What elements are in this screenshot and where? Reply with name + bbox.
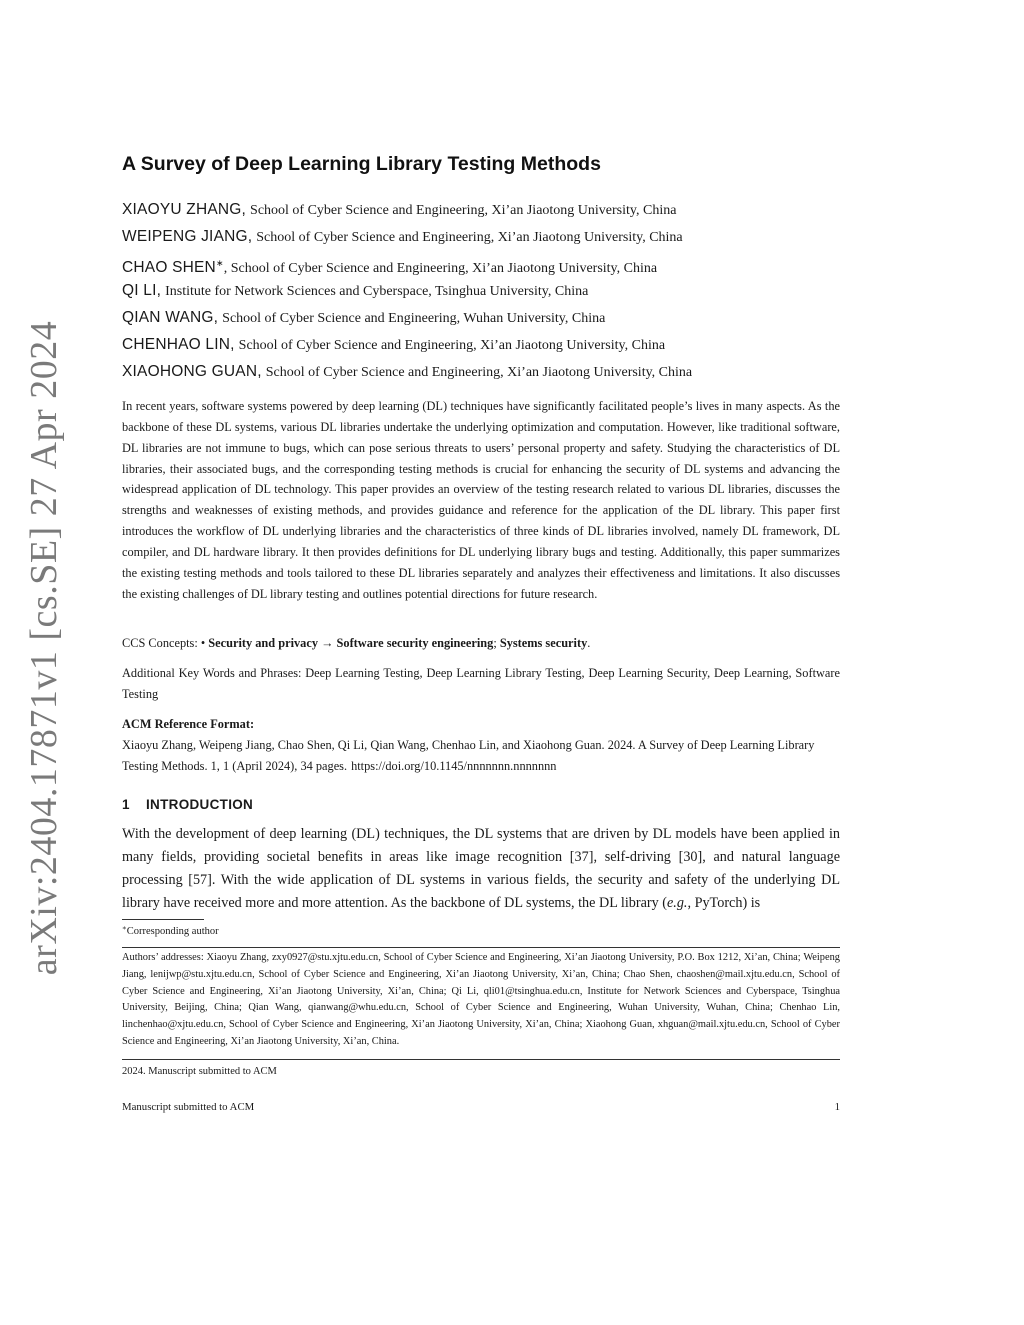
page-number: 1 — [834, 1101, 840, 1113]
author-entry — [122, 250, 882, 277]
author-affiliation: School of Cyber Science and Engineering, Xi’an Jiaotong University, China — [256, 230, 683, 245]
acm-reference-text: Xiaoyu Zhang, Weipeng Jiang, Chao Shen, Qi Li, Qian Wang, Chenhao Lin, and Xiaohong Guan. 2024. A Survey of Deep Learning Library Testing Methods. 1, 1 (April 2024), 34 pages. https://doi.org/10.1145/nnnnnnn.nnnnnnn — [122, 738, 815, 773]
author-list — [122, 196, 882, 385]
email-link[interactable]: xhguan@mail.xjtu.edu.cn — [657, 1019, 766, 1031]
author-affiliation: School of Cyber Science and Engineering, Xi’an Jiaotong University, China — [250, 203, 677, 218]
author-affiliation: School of Cyber Science and Engineering, Wuhan University, China — [222, 311, 606, 326]
author-name: CHENHAO LIN, — [122, 336, 235, 353]
author-entry — [122, 304, 882, 331]
ccs-concept: Systems security — [499, 636, 588, 650]
ccs-concepts: CCS Concepts: • Security and privacy → Software security engineering; Systems security. — [122, 636, 591, 650]
author-entry — [122, 277, 882, 304]
corresponding-marker: ∗ — [215, 258, 224, 268]
abstract: In recent years, software systems powered by deep learning (DL) techniques have significantly facilitated people’s lives in many aspects. As the backbone of these DL systems, various DL libraries undertake the underlying optimization and computation. However, like traditional software, DL libraries are not immune to bugs, which can pose serious threats to users’ personal property and safety. Studying the characteristics of DL libraries, their associated bugs, and the corresponding testing methods is crucial for enhancing the security of DL systems and advancing the widespread application of DL technology. This paper provides an overview of the testing research related to various DL libraries, discusses the strengths and weaknesses of existing methods, and provides guidance and reference for the application of the DL library. This paper first introduces the workflow of DL underlying libraries and the characteristics of three kinds of DL libraries involved, namely DL framework, DL compiler, and DL hardware library. It then provides definitions for DL underlying library bugs and testing. Additionally, this paper summarizes the existing testing methods and tools tailored to these DL libraries separately and analyzes their effectiveness and limitations. It also discusses the existing challenges of DL library testing and outlines potential directions for future research. — [122, 399, 840, 601]
section-heading — [122, 797, 253, 812]
author-name: XIAOHONG GUAN, — [122, 363, 262, 380]
email-link[interactable]: linchenhao@xjtu.edu.cn — [122, 1019, 224, 1031]
footer-venue: Manuscript submitted to ACM — [122, 1101, 255, 1113]
acm-reference-heading: ACM Reference Format: — [122, 717, 255, 731]
section-number: 1 — [122, 797, 130, 812]
copyright-note: 2024. Manuscript submitted to ACM — [122, 1066, 277, 1077]
email-link[interactable]: qli01@tsinghua.edu.cn — [483, 985, 580, 997]
arxiv-identifier-stamp: arXiv:2404.17871v1 [cs.SE] 27 Apr 2024 — [23, 320, 65, 976]
keywords: Additional Key Words and Phrases: Deep Learning Testing, Deep Learning Library Testing, Deep Learning Security, Deep Learning, Software Testing — [122, 666, 840, 701]
section-title: INTRODUCTION — [146, 797, 254, 812]
ccs-concept: Security and privacy — [208, 636, 319, 650]
author-name: QI LI, — [122, 282, 162, 299]
email-link[interactable]: chaoshen@mail.xjtu.edu.cn — [676, 968, 793, 980]
email-link[interactable]: lenijwp@stu.xjtu.edu.cn — [150, 968, 253, 980]
author-affiliation: School of Cyber Science and Engineering, Xi’an Jiaotong University, China — [238, 338, 666, 353]
introduction-paragraph: With the development of deep learning (DL) techniques, the DL systems that are driven by DL models have been applied in many fields, providing societal benefits in areas like image recognition [37], self-driving [30], and natural language processing [57]. With the wide application of DL systems in various fields, the security and safety of the underlying DL library have received more and more attention. As the backbone of DL systems, the DL library (e.g., PyTorch) is — [122, 826, 840, 912]
author-entry — [122, 331, 882, 358]
doi-link[interactable]: https://doi.org/10.1145/nnnnnnn.nnnnnnn — [351, 758, 557, 773]
author-name: CHAO SHEN — [122, 259, 216, 276]
author-entry — [122, 196, 882, 223]
ccs-concept: Software security engineering — [336, 636, 494, 650]
footnote-rule — [122, 919, 204, 920]
page-footer — [122, 1101, 840, 1113]
address-block-bottom-rule — [122, 1059, 840, 1060]
author-name: QIAN WANG, — [122, 309, 219, 326]
author-affiliation: , School of Cyber Science and Engineering, Xi’an Jiaotong University, China — [223, 261, 658, 276]
author-entry — [122, 223, 882, 250]
email-link[interactable]: qianwang@whu.edu.cn — [308, 1002, 407, 1014]
author-name: XIAOYU ZHANG, — [122, 201, 247, 218]
address-block-top-rule — [122, 947, 840, 948]
author-entry — [122, 358, 882, 385]
paper-title: A Survey of Deep Learning Library Testing Methods — [122, 153, 601, 175]
email-link[interactable]: zxy0927@stu.xjtu.edu.cn — [271, 952, 379, 963]
author-name: WEIPENG JIANG, — [122, 228, 253, 245]
authors-addresses: Authors’ addresses: Xiaoyu Zhang, zxy0927@stu.xjtu.edu.cn, School of Cyber Science and Engineering, Xi’an Jiaotong University, P.O. Box 1212, Xi’an, China; Weipeng Jiang, lenijwp@stu.xjtu.edu.cn, School of Cyber Science and Engineering, Xi’an Jiaotong University, Xi’an, China; Chao Shen, chaoshen@mail.xjtu.edu.cn, School of Cyber Science and Engineering, Xi’an Jiaotong University, Xi’an, China; Qi Li, qli01@tsinghua.edu.cn, Institute for Network Sciences and Cyberspace, Tsinghua University, Beijing, China; Qian Wang, qianwang@whu.edu.cn, School of Cyber Science and Engineering, Wuhan University, Wuhan, China; Chenhao Lin, linchenhao@xjtu.edu.cn, School of Cyber Science and Engineering, Xi’an Jiaotong University, Xi’an, China; Xiaohong Guan, xhguan@mail.xjtu.edu.cn, School of Cyber Science and Engineering, Xi’an Jiaotong University, Xi’an, China. — [122, 952, 841, 1047]
author-affiliation: School of Cyber Science and Engineering, Xi’an Jiaotong University, China — [265, 365, 693, 380]
corresponding-author-footnote: ∗Corresponding author — [122, 924, 219, 937]
author-affiliation: Institute for Network Sciences and Cyberspace, Tsinghua University, China — [165, 284, 589, 299]
